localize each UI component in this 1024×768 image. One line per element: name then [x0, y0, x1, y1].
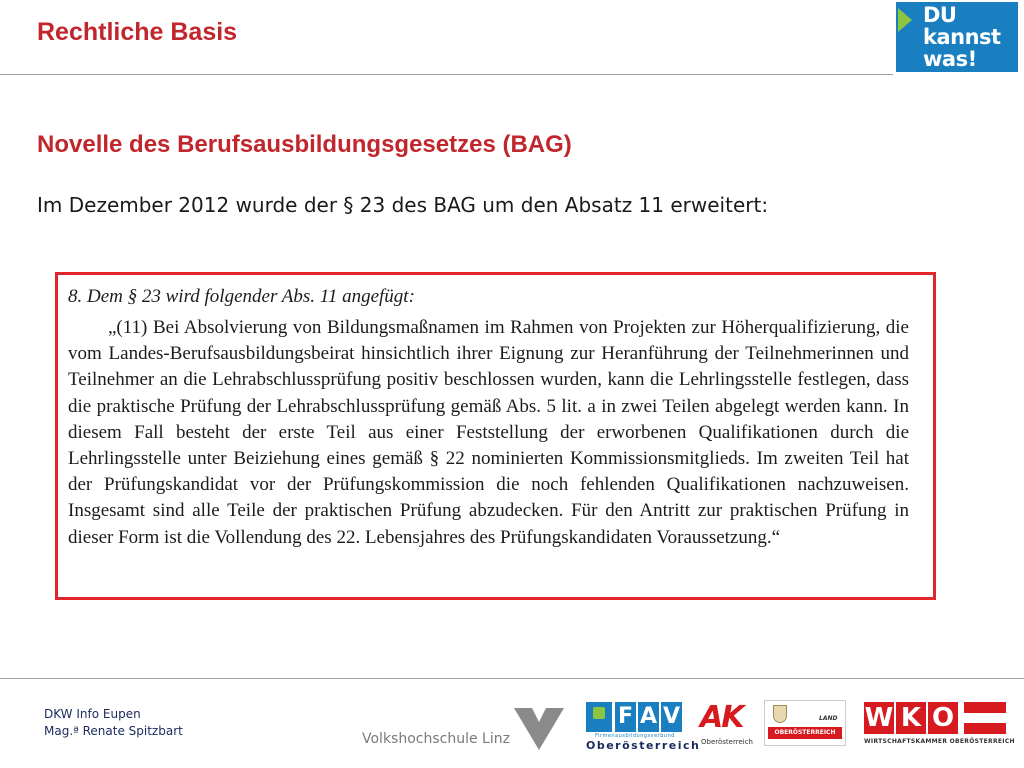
vhs-linz-logo — [354, 698, 576, 750]
land-bar: OBERÖSTERREICH — [768, 727, 842, 739]
fav-letter: A — [638, 702, 659, 732]
du-kannst-was-logo — [896, 2, 1018, 72]
fav-puzzle-icon — [586, 702, 612, 732]
logo-du-line-2: kannst — [923, 25, 1001, 49]
footer-author: Mag.ª Renate Spitzbart — [44, 724, 183, 738]
wko-letter: W — [864, 703, 894, 733]
wko-logo — [864, 700, 1015, 748]
fav-letter: V — [661, 702, 682, 732]
austria-flag-icon — [964, 702, 1006, 734]
wko-letter: O — [928, 702, 958, 734]
fav-letter: F — [615, 702, 636, 732]
logo-du-line-1: DU — [923, 3, 957, 27]
ak-mark: AK — [700, 700, 743, 735]
land-label: LAND — [819, 715, 838, 722]
ak-logo — [698, 700, 752, 750]
footer-credits — [44, 706, 183, 740]
vhs-chevron-icon — [514, 708, 564, 750]
fav-subtitle: Firmenausbildungsverbund — [595, 733, 675, 739]
ak-region: Oberösterreich — [701, 738, 753, 746]
coat-of-arms-icon — [773, 705, 787, 723]
vhs-logo-text: Volkshochschule Linz — [362, 731, 510, 747]
wko-letter: K — [896, 702, 926, 734]
law-excerpt-box — [55, 272, 936, 600]
land-oberoesterreich-logo — [764, 700, 846, 746]
fav-region: Oberösterreich — [586, 739, 701, 752]
footer-event: DKW Info Eupen — [44, 707, 141, 721]
logo-du-line-3: was! — [923, 47, 977, 71]
header-divider — [0, 74, 893, 75]
intro-text: Im Dezember 2012 wurde der § 23 des BAG um den Absatz 11 erweitert: — [37, 193, 769, 217]
law-text: „(11) Bei Absolvierung von Bildungsmaßnamen im Rahmen von Projekten zur Höherqualifizierung, die vom Landes-Berufsausbildungsbeirat hinsichtlich ihrer Eignung zur Heranführung der Teilnehmerinnen und Teilnehmer an die Lehrabschlussprüfung positiv beschlossen wurden, kann die Lehrlingsstelle festlegen, dass die praktische Prüfung der Lehrabschlussprüfung gemäß Abs. 5 lit. a in zwei Teilen abgelegt werden kann. In diesem Fall besteht der erste Teil aus einer Feststellung der erworbenen Qualifikationen durch die Lehrlingsstelle unter Beiziehung eines gemäß § 22 nominierten Kommissionsmitglieds. Im zweiten Teil hat der Prüfungskandidat vor der Prüfungskommission die noch fehlenden Qualifikationen nachzuweisen. Insgesamt sind alle Teile der praktischen Prüfung abzudecken. Für den Antritt zur praktischen Prüfung in dieser Form ist die Vollendung des 22. Lebensjahres des Prüfungskandidaten Voraussetzung.“ — [68, 317, 909, 548]
page-title: Rechtliche Basis — [37, 18, 238, 46]
wko-subtitle: WIRTSCHAFTSKAMMER OBERÖSTERREICH — [864, 738, 1015, 745]
law-heading: 8. Dem § 23 wird folgender Abs. 11 angefügt: — [68, 286, 415, 307]
section-title: Novelle des Berufsausbildungsgesetzes (BAG) — [37, 131, 572, 158]
footer-divider — [0, 678, 1024, 679]
play-arrow-icon — [898, 8, 912, 32]
fav-logo — [586, 702, 701, 752]
